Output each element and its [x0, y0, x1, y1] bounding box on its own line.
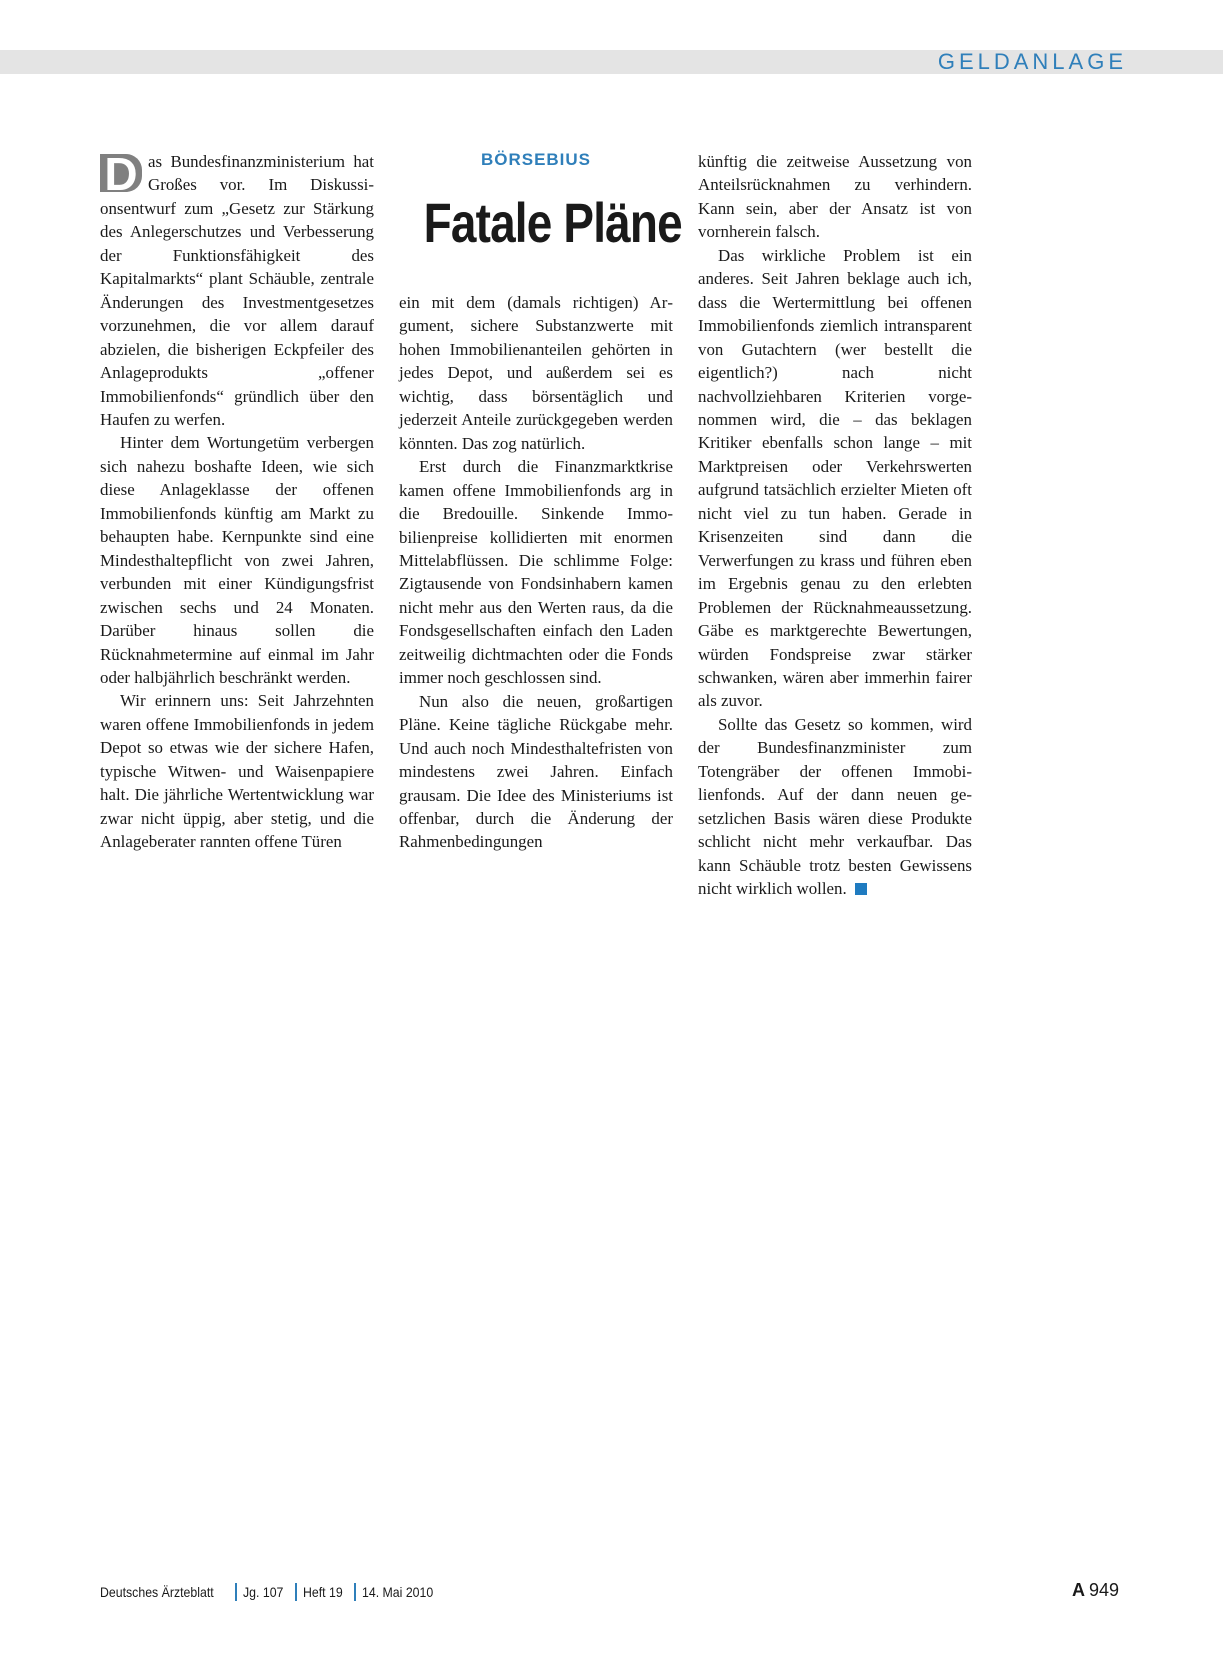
end-of-article-mark — [855, 883, 867, 895]
footer-separator — [295, 1583, 297, 1601]
paragraph: künftig die zeitweise Aussetzung von Anteilsrücknahmen zu verhindern. Kann sein, aber der Ansatz ist von vornherein falsch. — [698, 152, 972, 242]
paragraph: Hinter dem Wortungetüm verbergen sich nahezu boshafte Ideen, wie sich diese Anlageklasse der offenen Immobilienfonds künftig am Markt zu behaupten habe. Kernpunkte sind eine Mindesthaltepflicht von zwei Jahren, verbunden mit einer Kündigungsfrist zwischen sechs und 24 Monaten. Darüber hinaus sollen die Rücknahmetermine auf einmal im Jahr oder halbjährlich beschränkt werden. — [100, 433, 374, 687]
paragraph: Erst durch die Finanzmarktkrise kamen offene Immobilienfonds arg in die Bredouille. Sinkende Immobilienpreise kollidierten mit enormen Mittelabflüssen. Die schlimme Folge: Zigtausende von Fondsinhabern kamen nicht mehr aus den Werten raus, da die Fondsgesellschaften einfach den Laden zeitweilig dichtmachten oder die Fonds immer noch geschlossen sind. — [399, 457, 673, 688]
paragraph: Das wirkliche Problem ist ein anderes. Seit Jahren beklage auch ich, dass die Wertermittlung bei offenen Immobilienfonds ziemlich intransparent von Gutachtern (wer bestellt die eigentlich?) nach nicht nachvollziehbaren Kriterien vorgenommen wird, die – das beklagen Kritiker ebenfalls schon lange – mit Marktpreisen oder Verkehrswerten aufgrund tatsächlich erzielter Mieten oft nicht viel zu tun haben. Gerade in Krisenzeiten sind dann die Verwerfungen zu krass und führen eben im Ergebnis genau zu den erlebten Problemen der Rücknahmeaussetzung. Gäbe es marktgerechte Bewertungen, würden Fondspreise zwar stärker schwanken, wären aber immerhin fairer als zuvor. — [698, 245, 972, 711]
page-number-value: 949 — [1088, 1580, 1119, 1600]
paragraph — [100, 150, 374, 431]
article-column-1 — [100, 150, 374, 854]
paragraph: Nun also die neuen, großartigen Pläne. Keine tägliche Rückgabe mehr. Und auch noch Mindesthaltefristen von mindestens zwei Jahren. Einfach grausam. Die Idee des Ministeriums ist offenbar, durch die Änderung der Rahmenbedingungen — [399, 691, 673, 852]
paragraph — [698, 713, 972, 901]
footer-issue: Heft 19 — [303, 1584, 343, 1600]
drop-cap: D — [100, 154, 142, 192]
article-title: Fatale Pläne — [423, 191, 682, 254]
article-column-3 — [698, 150, 972, 901]
paragraph: ein mit dem (damals richtigen) Argument, sichere Substanzwerte mit hohen Immobilienanteilen gehörten in jedes Depot, und außerdem sei es wichtig, dass börsentäglich und jederzeit Anteile zurückgegeben werden könnten. Das zog natürlich. — [399, 293, 673, 453]
footer-journal: Deutsches Ärzteblatt — [100, 1584, 214, 1600]
footer-separator — [354, 1583, 356, 1601]
page-prefix: A — [1071, 1580, 1085, 1600]
paragraph-text: Sollte das Gesetz so kommen, wird der Bundesfinanzminister zum Totengräber der offenen Immobilienfonds. Auf der dann neuen gesetzlichen Basis wären diese Produkte schlicht nicht mehr verkaufbar. Das kann Schäuble trotz besten Gewissens nicht wirklich wollen. — [698, 714, 972, 899]
footer-date: 14. Mai 2010 — [362, 1584, 434, 1600]
page-number — [1072, 1578, 1119, 1602]
paragraph: Wir erinnern uns: Seit Jahrzehnten waren offene Immobilienfonds in jedem Depot so etwas wie der sichere Hafen, typische Witwen- und Waisenpapiere halt. Die jährliche Wertentwicklung war zwar nicht üppig, aber stetig, und die Anlageberater rannten offene Türen — [100, 691, 374, 852]
footer — [100, 1580, 1123, 1604]
article-column-2 — [399, 291, 673, 854]
footer-volume: Jg. 107 — [243, 1584, 284, 1600]
section-label: GELDANLAGE — [937, 49, 1127, 74]
paragraph-text: as Bundesfinanzministerium hat Großes vor. Im Diskussionsentwurf zum „Gesetz zur Stärkung des Anlegerschutzes und Verbesserung der Funktionsfähigkeit des Kapitalmarkts“ plant Schäuble, zentrale Änderungen des Investmentgesetzes vorzunehmen, die vor allem darauf abzielen, die bisherigen Eckpfeiler des Anlageprodukts „offener Immobilienfonds“ gründlich über den Haufen zu werfen. — [100, 152, 374, 429]
footer-separator — [235, 1583, 237, 1601]
article-kicker: BÖRSEBIUS — [480, 150, 592, 169]
